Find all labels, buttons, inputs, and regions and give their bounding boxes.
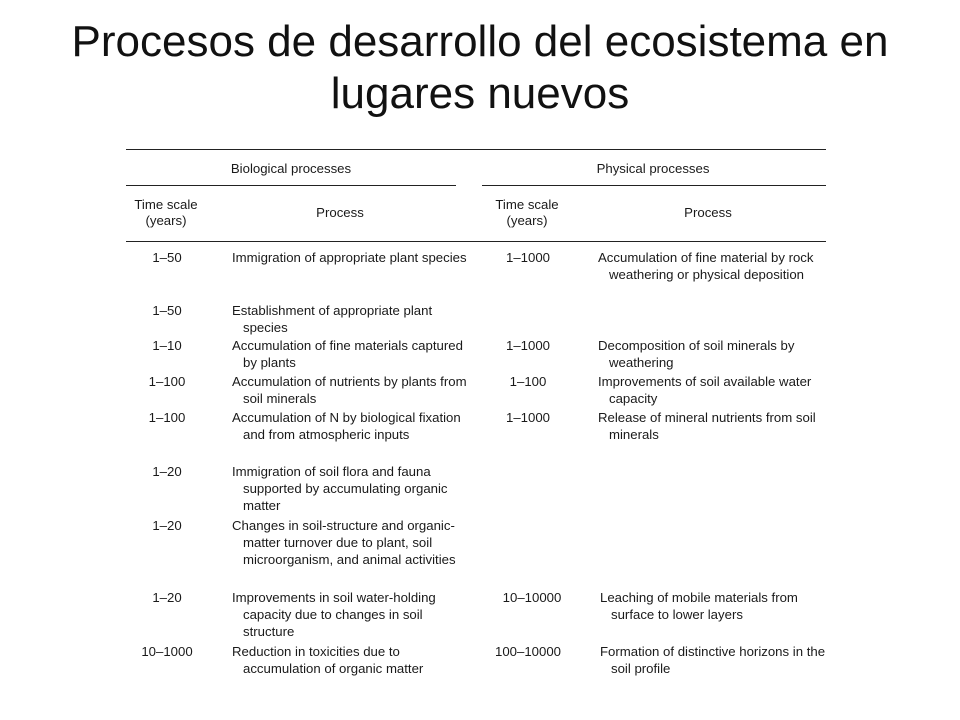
bio-process-4: Accumulation of nutrients by plants from soil minerals: [232, 374, 467, 406]
bio-time-3: 1–10: [152, 338, 182, 353]
col-header-phys-process: Process: [684, 205, 732, 220]
phys-process-4: Release of mineral nutrients from soil minerals: [598, 410, 816, 442]
phys-time-3: 1–100: [509, 374, 547, 389]
phys-time-4: 1–1000: [505, 410, 550, 425]
bio-process-1: Immigration of appropriate plant species: [232, 250, 467, 265]
bio-time-1: 1–50: [152, 250, 182, 265]
group-rule-biological: [126, 185, 456, 186]
phys-process-2: Decomposition of soil minerals by weathering: [598, 338, 795, 370]
top-rule: [126, 149, 826, 150]
col-header-bio-time: Time scale (years): [134, 197, 198, 228]
group-header-biological: Biological processes: [230, 161, 352, 176]
bio-process-5: Accumulation of N by biological fixation and from atmospheric inputs: [232, 410, 461, 442]
phys-time-5: 10–10000: [502, 590, 562, 605]
group-header-physical: Physical processes: [596, 161, 710, 176]
bio-process-3: Accumulation of fine materials captured by plants: [232, 338, 463, 370]
phys-process-3: Improvements of soil available water capacity: [598, 374, 812, 406]
bio-time-6: 1–20: [152, 464, 182, 479]
phys-time-2: 1–1000: [505, 338, 550, 353]
bio-process-6: Immigration of soil flora and fauna supported by accumulating organic matter: [232, 464, 448, 513]
col-header-phys-time: Time scale (years): [495, 197, 559, 228]
slide-title: Procesos de desarrollo del ecosistema en lugares nuevos: [71, 17, 889, 118]
bio-time-2: 1–50: [152, 303, 182, 318]
header-rule: [126, 241, 826, 242]
group-rule-physical: [482, 185, 826, 186]
bio-time-4: 1–100: [148, 374, 186, 389]
bio-time-8: 1–20: [152, 590, 182, 605]
bio-process-9: Reduction in toxicities due to accumulation of organic matter: [232, 644, 424, 676]
bio-process-2: Establishment of appropriate plant species: [232, 303, 433, 335]
col-header-bio-process: Process: [316, 205, 364, 220]
bio-time-5: 1–100: [148, 410, 186, 425]
phys-process-1: Accumulation of fine material by rock weathering or physical deposition: [598, 250, 814, 282]
phys-time-6: 100–10000: [494, 644, 561, 659]
phys-process-6: Formation of distinctive horizons in the soil profile: [600, 644, 826, 676]
phys-process-5: Leaching of mobile materials from surface to lower layers: [600, 590, 798, 622]
phys-time-1: 1–1000: [505, 250, 550, 265]
bio-process-8: Improvements in soil water-holding capacity due to changes in soil structure: [232, 590, 436, 639]
process-table: [120, 145, 828, 705]
bio-time-9: 10–1000: [141, 644, 193, 659]
bio-time-7: 1–20: [152, 518, 182, 533]
bio-process-7: Changes in soil-structure and organic-matter turnover due to plant, soil microorganism, and animal activities: [232, 518, 456, 567]
